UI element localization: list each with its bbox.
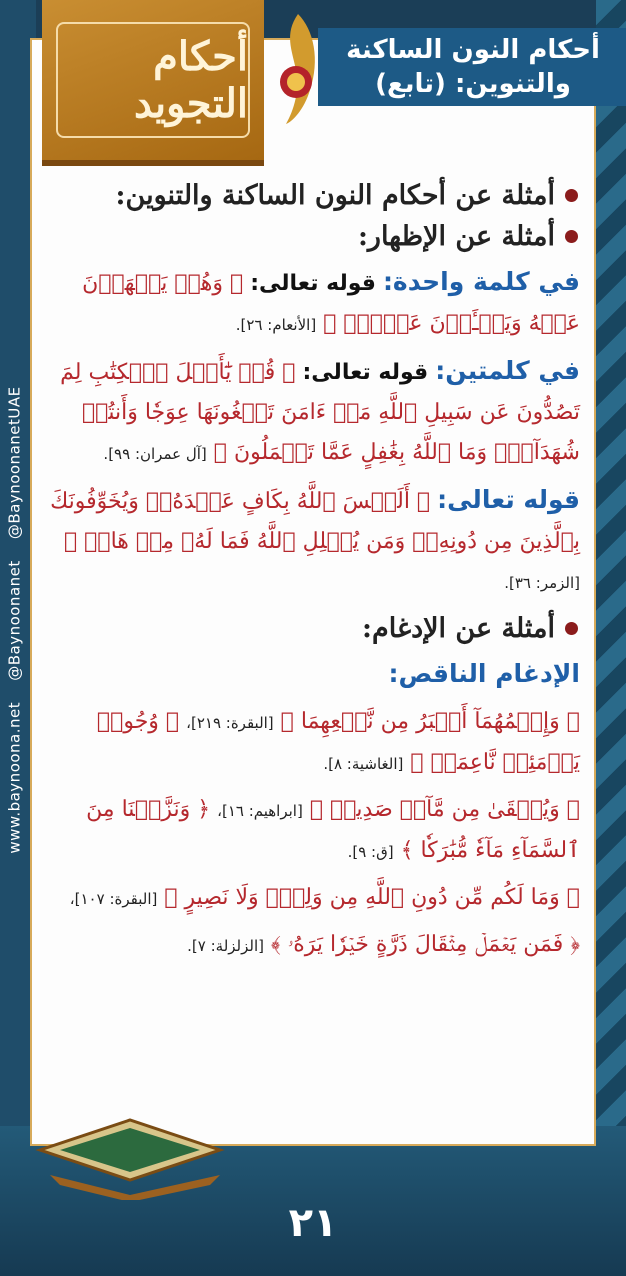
ayah-text: ﴿ وَيُسۡقَىٰ مِن مَّآءٖ صَدِيدٖ ﴾ bbox=[309, 797, 580, 822]
ayah-ref: [آل عمران: ٩٩]. bbox=[103, 445, 207, 463]
ayah-ref: [البقرة: ١٠٧]، bbox=[69, 890, 158, 908]
bullet-dot bbox=[565, 230, 578, 243]
ayah-text: ﴿ وَنَزَّلۡنَا مِنَ ٱلسَّمَآءِ مَآءٗ مُّبَٰرَكٗا ﴾ bbox=[86, 797, 580, 863]
handle-baynoonanet[interactable]: @Baynoonanet bbox=[6, 560, 25, 681]
right-pattern bbox=[596, 0, 626, 1276]
ayah-ref: [الغاشية: ٨]. bbox=[323, 755, 404, 773]
ayah-text: ﴿ وَإِثۡمُهُمَآ أَكۡبَرُ مِن نَّفۡعِهِمَا ﴾ bbox=[280, 709, 580, 734]
bullet-izhar: أمثلة عن الإظهار: bbox=[36, 221, 578, 252]
ayah-text: ﴿ وَهُمۡ يَنۡهَوۡنَ عَنۡهُ وَيَنۡـَٔوۡنَ عَنۡهُۖ ﴾ bbox=[82, 271, 580, 336]
social-text bbox=[6, 386, 24, 853]
bullet-dot bbox=[565, 189, 578, 202]
bullet-idgham: أمثلة عن الإدغام: bbox=[36, 613, 578, 644]
ayah-text: ﴿ أَلَيۡسَ ٱللَّهُ بِكَافٍ عَبۡدَهُۥۖ وَيُخَوِّفُونَكَ بِٱلَّذِينَ مِن دُونِهِۦۚ وَمَن يُضۡلِلِ ٱللَّهُ فَمَا لَهُۥ مِنۡ هَادٖ ﴾ bbox=[50, 489, 580, 554]
quran-stand-icon bbox=[20, 1080, 250, 1200]
ayah-text: ﴿ فَمَن يَعۡمَلۡ مِثۡقَالَ ذَرَّةٍ خَيۡرٗا يَرَهُۥ ﴾ bbox=[270, 932, 580, 957]
one-word-label: في كلمة واحدة: bbox=[382, 267, 580, 296]
example-idgham-4 bbox=[36, 925, 580, 966]
tajweed-badge bbox=[42, 0, 264, 166]
badge-title: أحكام التجويد bbox=[56, 22, 250, 138]
ayah-ref: [الزلزلة: ٧]. bbox=[187, 937, 264, 955]
page-header bbox=[318, 28, 626, 106]
two-words-label: في كلمتين: bbox=[435, 356, 580, 385]
social-strip bbox=[0, 300, 30, 940]
header-title-line1: أحكام النون الساكنة bbox=[346, 35, 600, 65]
say-label: قوله تعالى: bbox=[437, 485, 580, 514]
header-title-line2: والتنوين: (تابع) bbox=[375, 69, 571, 99]
ayah-text: ﴿ وُجُوهٞ يَوۡمَئِذٖ نَّاعِمَةٞ ﴾ bbox=[96, 709, 580, 775]
bullet-dot bbox=[565, 622, 578, 635]
ayah-ref: [ق: ٩]. bbox=[347, 843, 394, 861]
ayah-text: ﴿ وَمَا لَكُم مِّن دُونِ ٱللَّهِ مِن وَلِيّٖ وَلَا نَصِيرٍ ﴾ bbox=[164, 885, 580, 910]
example-idgham-2 bbox=[36, 790, 580, 872]
main-content bbox=[36, 170, 584, 972]
ayah-ref: [ابراهيم: ١٦]، bbox=[217, 802, 303, 820]
example-three bbox=[36, 480, 580, 603]
idgham-naqis-label: الإدغام الناقص: bbox=[388, 659, 580, 688]
ayah-ref: [الزمر: ٣٦]. bbox=[504, 574, 580, 592]
handle-baynoonanetuae[interactable]: @BaynoonanetUAE bbox=[6, 386, 25, 540]
ayah-ref: [الأنعام: ٢٦]. bbox=[235, 316, 317, 334]
example-one-word bbox=[36, 262, 580, 345]
example-two-words bbox=[36, 351, 580, 474]
ayah-ref: [البقرة: ٢١٩]، bbox=[186, 714, 274, 732]
page-number: ٢١ bbox=[288, 1200, 338, 1246]
ayah-text: ﴿ قُلۡ يَٰٓأَهۡلَ ٱلۡكِتَٰبِ لِمَ تَصُدُّونَ عَن سَبِيلِ ٱللَّهِ مَنۡ ءَامَنَ تَبۡغُونَهَا عِوَجٗا وَأَنتُمۡ شُهَدَآءُۗ وَمَا ٱللَّهُ بِغَٰفِلٍ عَمَّا تَعۡمَلُونَ ﴾ bbox=[60, 360, 580, 465]
bullet-examples-rules: أمثلة عن أحكام النون الساكنة والتنوين: bbox=[36, 180, 578, 211]
say-label: قوله تعالى: bbox=[302, 360, 429, 385]
say-label: قوله تعالى: bbox=[250, 271, 376, 296]
example-idgham-1 bbox=[36, 702, 580, 784]
website-link[interactable]: www.baynoona.net bbox=[6, 701, 25, 854]
example-idgham-3 bbox=[36, 878, 580, 919]
